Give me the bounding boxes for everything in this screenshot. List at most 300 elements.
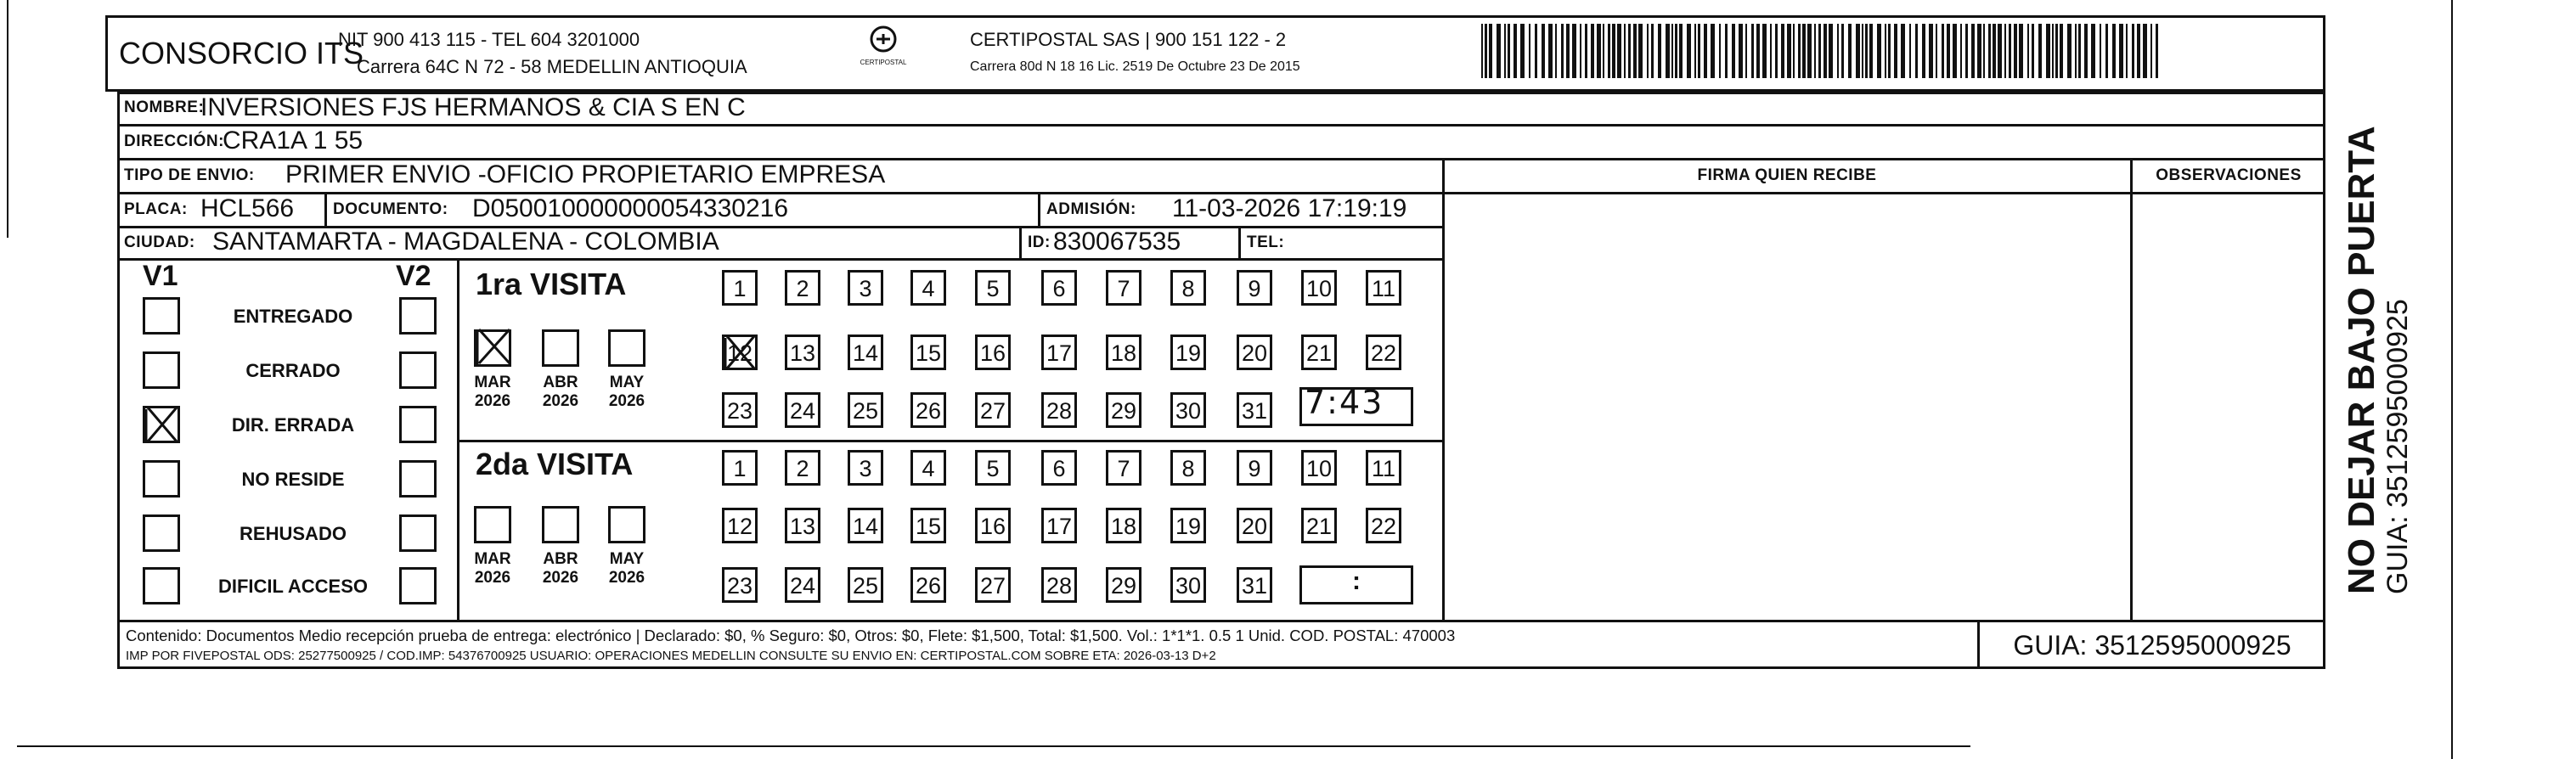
nombre-label: NOMBRE: (124, 98, 205, 116)
day-box[interactable] (848, 392, 883, 428)
month-label (538, 374, 583, 411)
day-number: 27 (979, 398, 1006, 424)
day-number: 19 (1175, 514, 1202, 539)
barcode-bar (1971, 24, 1975, 78)
month-year: 2026 (474, 569, 511, 587)
barcode-bar (1572, 24, 1576, 78)
day-number: 24 (789, 573, 816, 599)
barcode-bar (1647, 24, 1649, 78)
barcode-bar (1745, 24, 1747, 78)
day-box[interactable] (848, 335, 883, 370)
month-checkbox[interactable] (474, 506, 511, 543)
placa-label: PLACA: (124, 200, 188, 218)
day-box[interactable] (975, 392, 1011, 428)
day-number: 7 (1117, 276, 1130, 301)
day-box[interactable] (1366, 450, 1401, 486)
barcode-bar (1922, 24, 1925, 78)
barcode-bar (1807, 24, 1812, 78)
barcode-bar (1770, 24, 1772, 78)
day-number: 29 (1110, 573, 1137, 599)
barcode-bar (1597, 24, 1601, 78)
barcode-bar (1953, 24, 1957, 78)
row-divider (117, 124, 2325, 127)
day-number: 25 (852, 573, 879, 599)
day-number: 2 (796, 456, 809, 481)
month-checkbox[interactable] (608, 506, 645, 543)
barcode-bar (1651, 24, 1654, 78)
day-box[interactable] (1170, 567, 1206, 603)
day-box[interactable] (910, 392, 946, 428)
id-label: ID: (1028, 233, 1051, 251)
day-number: 11 (1371, 456, 1396, 481)
day-box[interactable] (910, 508, 946, 543)
day-box[interactable] (1041, 392, 1077, 428)
id-value: 830067535 (1053, 228, 1181, 256)
day-box[interactable] (1041, 567, 1077, 603)
day-number: 8 (1181, 456, 1195, 481)
barcode-bar (2060, 24, 2063, 78)
month-name: MAY (609, 550, 645, 568)
barcode-bar (2126, 24, 2128, 78)
barcode-bar (1679, 24, 1683, 78)
handwritten-x-mark (144, 404, 180, 445)
day-number: 5 (986, 276, 1000, 301)
day-box[interactable] (1237, 567, 1272, 603)
day-box[interactable] (975, 508, 1011, 543)
barcode-bar (1894, 24, 1897, 78)
day-number: 17 (1046, 340, 1073, 366)
visit1-title: 1ra VISITA (476, 267, 627, 301)
day-box[interactable] (1106, 270, 1141, 306)
barcode-bar (1675, 24, 1677, 78)
day-box[interactable] (1106, 567, 1141, 603)
day-number: 10 (1305, 276, 1333, 301)
v2-label: V2 (396, 260, 431, 292)
day-number: 26 (915, 398, 942, 424)
day-box[interactable] (1366, 508, 1401, 543)
day-number: 9 (1248, 276, 1261, 301)
barcode-bar (1793, 24, 1795, 78)
company-name: CONSORCIO ITS (119, 36, 364, 70)
month-checkbox[interactable] (608, 329, 645, 367)
barcode-bar (1869, 24, 1873, 78)
documento-label: DOCUMENTO: (333, 200, 448, 218)
documento-value: D050010000000054330216 (472, 194, 789, 222)
day-number: 20 (1241, 514, 1268, 539)
barcode-bar (1617, 24, 1621, 78)
day-number: 23 (726, 573, 753, 599)
col-divider (1238, 226, 1241, 258)
row-divider (457, 440, 1442, 442)
barcode-bar (1561, 24, 1564, 78)
barcode-bar (1508, 24, 1510, 78)
day-box[interactable] (975, 450, 1011, 486)
barcode-bar (2004, 24, 2006, 78)
barcode-bar (1942, 24, 1944, 78)
month-year: 2026 (542, 569, 579, 587)
month-label (605, 550, 649, 588)
barcode-bar (2150, 24, 2152, 78)
day-box[interactable] (722, 508, 758, 543)
barcode-bar (1960, 24, 1962, 78)
day-number: 11 (1371, 276, 1396, 301)
barcode-bar (1591, 24, 1594, 78)
status-v1-checkbox[interactable] (143, 514, 180, 552)
tipo-envio-value: PRIMER ENVIO -OFICIO PROPIETARIO EMPRESA (285, 160, 886, 188)
day-number: 18 (1110, 340, 1137, 366)
day-box[interactable] (722, 392, 758, 428)
barcode-bar (1936, 24, 1937, 78)
barcode-bar (1666, 24, 1670, 78)
day-number: 31 (1241, 398, 1268, 424)
barcode-bar (1624, 24, 1626, 78)
status-v1-checkbox[interactable] (143, 297, 180, 335)
day-number: 5 (986, 456, 1000, 481)
barcode-bar (1542, 24, 1545, 78)
page-edge-left (7, 0, 8, 238)
certipostal-logo-icon (864, 25, 903, 56)
day-box[interactable] (1106, 335, 1141, 370)
barcode-bar (1628, 24, 1631, 78)
status-v1-checkbox[interactable] (143, 351, 180, 389)
month-label (538, 550, 583, 588)
day-box[interactable] (1237, 392, 1272, 428)
day-box[interactable] (722, 450, 758, 486)
barcode-graphic (1481, 24, 2161, 78)
barcode-bar (1865, 24, 1868, 78)
barcode (1481, 24, 2161, 78)
barcode-bar (2067, 24, 2072, 78)
barcode-bar (1888, 24, 1891, 78)
barcode-bar (1732, 24, 1735, 78)
barcode-bar (2052, 24, 2054, 78)
day-box[interactable] (1041, 335, 1077, 370)
day-number: 15 (915, 514, 942, 539)
barcode-bar (1909, 24, 1911, 78)
day-number: 3 (859, 456, 872, 481)
col-divider (1019, 226, 1022, 258)
day-box[interactable] (910, 335, 946, 370)
day-box[interactable] (1301, 270, 1337, 306)
barcode-bar (1901, 24, 1905, 78)
day-box[interactable] (1041, 270, 1077, 306)
day-box[interactable] (1170, 270, 1206, 306)
day-box[interactable] (1170, 508, 1206, 543)
month-year: 2026 (542, 392, 579, 410)
day-number: 26 (915, 573, 942, 599)
day-box[interactable] (848, 270, 883, 306)
day-box[interactable] (848, 567, 883, 603)
status-v2-checkbox[interactable] (399, 514, 437, 552)
barcode-bar (1585, 24, 1587, 78)
day-number: 30 (1175, 398, 1202, 424)
day-box[interactable] (910, 567, 946, 603)
day-number: 1 (733, 276, 747, 301)
month-label (605, 374, 649, 411)
month-name: ABR (543, 550, 578, 568)
status-label: ENTREGADO (233, 306, 353, 327)
day-number: 12 (726, 340, 753, 366)
status-label: DIFICIL ACCESO (217, 576, 368, 597)
barcode-bar (1698, 24, 1700, 78)
day-number: 16 (979, 340, 1006, 366)
col-divider (457, 258, 459, 620)
day-number: 8 (1181, 276, 1195, 301)
barcode-bar (1885, 24, 1886, 78)
month-name: MAR (474, 550, 511, 568)
barcode-bar (1756, 24, 1760, 78)
month-name: ABR (543, 374, 578, 391)
barcode-bar (1520, 24, 1525, 78)
day-number: 28 (1046, 398, 1073, 424)
day-box[interactable] (722, 270, 758, 306)
day-number: 18 (1110, 514, 1137, 539)
month-name: MAR (474, 374, 511, 391)
day-box[interactable] (785, 567, 820, 603)
barcode-bar (1998, 24, 2002, 78)
barcode-bar (1751, 24, 1754, 78)
observaciones-label: OBSERVACIONES (2156, 166, 2302, 184)
footer-contents: Contenido: Documentos Medio recepción prueba de entrega: electrónico | Declarado: $0, % Seguro: $0, Otros: $0, Flete: $1,500, Total: $1,500. Vol.: 1*1*1. 0.5 1 Unid. COD. POSTAL: 470003 (126, 627, 1456, 644)
barcode-bar (1988, 24, 1991, 78)
barcode-bar (2032, 24, 2034, 78)
day-number: 10 (1305, 456, 1333, 481)
barcode-bar (2132, 24, 2134, 78)
barcode-bar (2009, 24, 2011, 78)
day-box[interactable] (722, 567, 758, 603)
status-v2-checkbox[interactable] (399, 567, 437, 604)
barcode-bar (2027, 24, 2029, 78)
day-number: 13 (789, 340, 816, 366)
day-number: 31 (1241, 573, 1268, 599)
day-box[interactable] (1237, 270, 1272, 306)
day-box[interactable] (785, 508, 820, 543)
day-number: 20 (1241, 340, 1268, 366)
day-box[interactable] (1237, 335, 1272, 370)
logo-text: CERTIPOSTAL (860, 59, 907, 66)
barcode-bar (1787, 24, 1791, 78)
barcode-bar (2100, 24, 2101, 78)
day-number: 2 (796, 276, 809, 301)
day-box[interactable] (975, 270, 1011, 306)
barcode-bar (1671, 24, 1673, 78)
day-number: 28 (1046, 573, 1073, 599)
status-v2-checkbox[interactable] (399, 406, 437, 443)
barcode-bar (1633, 24, 1637, 78)
barcode-bar (1608, 24, 1610, 78)
day-box[interactable] (910, 270, 946, 306)
day-box[interactable] (1106, 392, 1141, 428)
day-number: 17 (1046, 514, 1073, 539)
day-number: 7 (1117, 456, 1130, 481)
day-number: 21 (1305, 340, 1333, 366)
day-box[interactable] (975, 567, 1011, 603)
admision-label: ADMISIÓN: (1046, 200, 1136, 218)
month-year: 2026 (608, 392, 645, 410)
barcode-bar (1798, 24, 1801, 78)
month-label (471, 374, 515, 411)
day-box[interactable] (1237, 508, 1272, 543)
day-number: 29 (1110, 398, 1137, 424)
barcode-bar (1915, 24, 1918, 78)
day-box[interactable] (1366, 335, 1401, 370)
barcode-bar (2156, 24, 2158, 78)
status-v1-checkbox[interactable] (143, 567, 180, 604)
day-box[interactable] (785, 335, 820, 370)
day-box[interactable] (1041, 450, 1077, 486)
barcode-bar (1513, 24, 1517, 78)
status-label: CERRADO (245, 360, 341, 381)
status-v2-checkbox[interactable] (399, 351, 437, 389)
day-box[interactable] (975, 335, 1011, 370)
certipostal-logo (858, 25, 909, 66)
barcode-bar (1965, 24, 1968, 78)
barcode-bar (1929, 24, 1933, 78)
barcode-bar (1977, 24, 1981, 78)
day-number: 1 (733, 456, 747, 481)
barcode-bar (1823, 24, 1827, 78)
day-box[interactable] (1301, 450, 1337, 486)
day-box[interactable] (1366, 270, 1401, 306)
barcode-bar (1497, 24, 1501, 78)
barcode-bar (2046, 24, 2050, 78)
barcode-bar (1814, 24, 1816, 78)
visit1-time: 7:43 (1305, 384, 1384, 421)
barcode-bar (2105, 24, 2108, 78)
carrier-name: CERTIPOSTAL SAS | 900 151 122 - 2 (970, 29, 1287, 50)
month-year: 2026 (474, 392, 511, 410)
day-box[interactable] (910, 450, 946, 486)
day-number: 6 (1052, 456, 1066, 481)
handwritten-x-mark (724, 333, 758, 372)
col-divider (324, 192, 327, 226)
barcode-bar (2014, 24, 2017, 78)
barcode-bar (1802, 24, 1806, 78)
barcode-bar (1555, 24, 1557, 78)
row-divider (117, 258, 1442, 261)
day-box[interactable] (785, 270, 820, 306)
page-bottom-edge (17, 745, 1970, 747)
barcode-bar (1829, 24, 1833, 78)
company-nit: NIT 900 413 115 - TEL 604 3201000 (338, 29, 640, 50)
barcode-bar (1993, 24, 1996, 78)
day-number: 3 (859, 276, 872, 301)
day-box[interactable] (1041, 508, 1077, 543)
barcode-bar (2038, 24, 2042, 78)
status-v2-checkbox[interactable] (399, 460, 437, 498)
barcode-bar (1775, 24, 1778, 78)
barcode-bar (1818, 24, 1821, 78)
barcode-bar (1739, 24, 1743, 78)
barcode-bar (1837, 24, 1839, 78)
day-box[interactable] (1170, 335, 1206, 370)
day-box[interactable] (1237, 450, 1272, 486)
barcode-bar (1638, 24, 1643, 78)
ciudad-value: SANTAMARTA - MAGDALENA - COLOMBIA (212, 228, 719, 256)
row-divider (117, 620, 2325, 622)
day-box[interactable] (848, 508, 883, 543)
barcode-bar (1566, 24, 1570, 78)
day-number: 12 (726, 514, 753, 539)
month-year: 2026 (608, 569, 645, 587)
status-v2-checkbox[interactable] (399, 297, 437, 335)
day-box[interactable] (785, 450, 820, 486)
tipo-envio-label: TIPO DE ENVIO: (124, 166, 255, 184)
day-box[interactable] (785, 392, 820, 428)
day-number: 14 (852, 340, 879, 366)
firma-label: FIRMA QUIEN RECIBE (1697, 166, 1877, 184)
barcode-bar (1704, 24, 1707, 78)
barcode-bar (2143, 24, 2147, 78)
barcode-bar (1612, 24, 1615, 78)
day-box[interactable] (1301, 335, 1337, 370)
handwritten-x-mark (476, 326, 513, 367)
barcode-bar (1841, 24, 1844, 78)
day-box[interactable] (1170, 450, 1206, 486)
day-number: 4 (922, 276, 935, 301)
barcode-bar (2084, 24, 2088, 78)
ciudad-label: CIUDAD: (124, 233, 195, 251)
status-label: NO RESIDE (241, 469, 345, 490)
barcode-bar (1529, 24, 1530, 78)
carrier-address: Carrera 80d N 18 16 Lic. 2519 De Octubre 23 De 2015 (970, 59, 1300, 74)
barcode-bar (1548, 24, 1553, 78)
day-number: 13 (789, 514, 816, 539)
barcode-bar (1725, 24, 1728, 78)
barcode-bar (1580, 24, 1581, 78)
day-number: 4 (922, 456, 935, 481)
barcode-bar (1694, 24, 1696, 78)
day-box[interactable] (848, 450, 883, 486)
day-box[interactable] (1301, 508, 1337, 543)
barcode-bar (2019, 24, 2023, 78)
admision-value: 11-03-2026 17:19:19 (1172, 194, 1407, 222)
nombre-value: INVERSIONES FJS HERMANOS & CIA S EN C (200, 93, 746, 121)
month-checkbox[interactable] (542, 506, 579, 543)
day-number: 24 (789, 398, 816, 424)
status-v1-checkbox[interactable] (143, 460, 180, 498)
day-number: 27 (979, 573, 1006, 599)
month-name: MAY (609, 374, 645, 391)
col-divider (1442, 158, 1445, 620)
day-box[interactable] (1170, 392, 1206, 428)
month-checkbox[interactable] (542, 329, 579, 367)
barcode-bar (1658, 24, 1661, 78)
barcode-bar (1489, 24, 1492, 78)
barcode-bar (1983, 24, 1985, 78)
barcode-bar (1535, 24, 1537, 78)
day-number: 15 (915, 340, 942, 366)
day-number: 22 (1370, 340, 1397, 366)
day-number: 21 (1305, 514, 1333, 539)
day-number: 25 (852, 398, 879, 424)
barcode-bar (2091, 24, 2095, 78)
col-divider (2130, 158, 2133, 620)
barcode-bar (1504, 24, 1506, 78)
barcode-bar (1485, 24, 1487, 78)
day-number: 22 (1370, 514, 1397, 539)
day-number: 23 (726, 398, 753, 424)
barcode-bar (1719, 24, 1721, 78)
page-edge-right (2451, 0, 2453, 759)
footer-print-info: IMP POR FIVEPOSTAL ODS: 25277500925 / COD.IMP: 54376700925 USUARIO: OPERACIONES MEDELLIN CONSULTE SU ENVIO EN: CERTIPOSTAL.COM SOBRE ETA: 2026-03-13 D+2 (126, 649, 1216, 663)
day-box[interactable] (1106, 508, 1141, 543)
barcode-bar (2112, 24, 2116, 78)
status-label: REHUSADO (240, 523, 347, 544)
day-number: 16 (979, 514, 1006, 539)
company-address: Carrera 64C N 72 - 58 MEDELLIN ANTIOQUIA (357, 56, 747, 77)
day-box[interactable] (1106, 450, 1141, 486)
